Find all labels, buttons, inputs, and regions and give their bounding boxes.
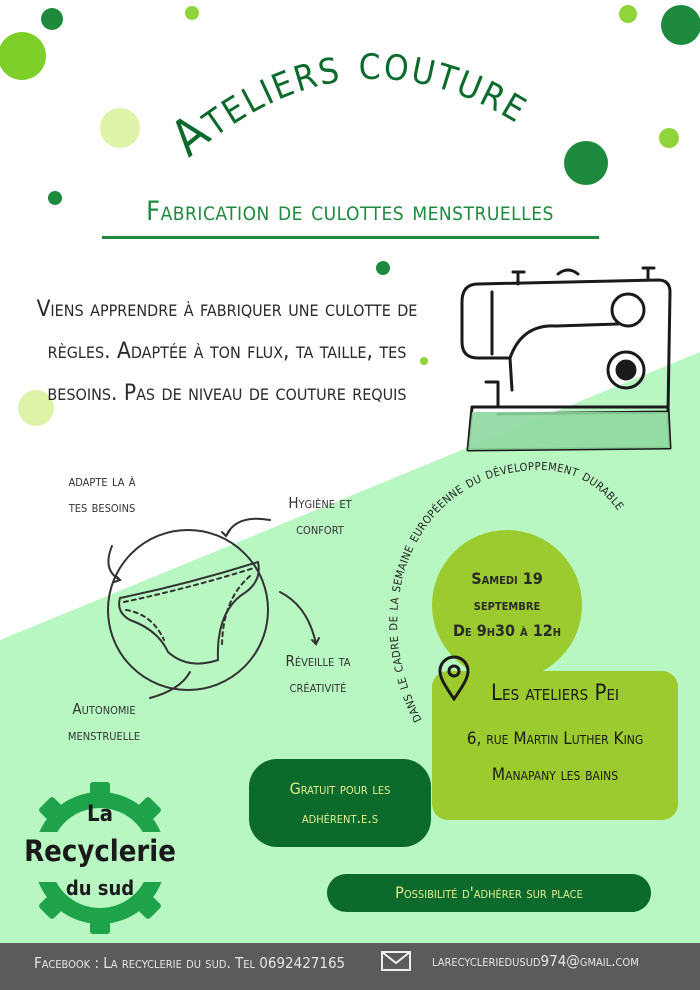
mail-icon — [380, 950, 412, 972]
footer — [0, 943, 700, 990]
free-line-1: Gratuit pour les — [289, 779, 391, 798]
location-city: Manapany les bains — [491, 765, 619, 785]
feature-adapt-line-2: tes besoins — [68, 498, 136, 516]
intro-line-3: besoins. Pas de niveau de couture requis — [47, 380, 407, 406]
feature-creativity-line-1: Réveille ta — [285, 652, 351, 670]
feature-adapt-line-1: adapte la à — [68, 472, 136, 490]
footer-email[interactable]: larecycleriedusud974@gmail.com — [432, 952, 639, 970]
event-context-text: dans le cadre de la semaine européenne du développement durable — [382, 454, 631, 727]
page-title: Ateliers couture — [159, 32, 542, 168]
location-address: 6, rue Martin Luther King — [466, 729, 644, 749]
date-month: septembre — [473, 595, 541, 614]
location-name: Les ateliers Pei — [491, 681, 619, 706]
sewing-machine-icon — [458, 262, 680, 454]
svg-text:Ateliers couture — [160, 33, 541, 168]
intro-line-2: règles. Adaptée à ton flux, ta taille, tes — [47, 338, 407, 364]
date-time: De 9h30 à 12h — [452, 621, 562, 640]
intro-line-1: Viens apprendre à fabriquer une culotte de — [36, 296, 418, 322]
subtitle: Fabrication de culottes menstruelles — [146, 196, 554, 227]
free-line-2: adhérent.e.s — [301, 808, 379, 827]
footer-contact: Facebook : La recyclerie du sud. Tel 0692427165 — [34, 954, 346, 972]
recyclerie-logo — [20, 778, 180, 938]
map-pin-icon — [437, 655, 471, 701]
logo-line-2: Recyclerie — [24, 834, 176, 868]
logo-line-1: La — [87, 802, 113, 827]
date-day: Samedi 19 — [471, 569, 543, 588]
subtitle-underline — [102, 236, 599, 239]
feature-hygiene-line-1: Hygiène et — [288, 494, 352, 512]
panty-icon — [40, 480, 340, 710]
logo-line-3: du sud — [65, 876, 135, 900]
feature-creativity-line-2: créativité — [289, 678, 347, 696]
membership-banner: Possibilité d'adhérer sur place — [327, 874, 651, 912]
intro-text — [22, 288, 432, 414]
feature-hygiene-line-2: confort — [296, 520, 344, 538]
feature-autonomy-line-1: Autonomie — [72, 700, 136, 718]
feature-autonomy-line-2: menstruelle — [67, 726, 141, 744]
free-badge — [249, 759, 431, 847]
